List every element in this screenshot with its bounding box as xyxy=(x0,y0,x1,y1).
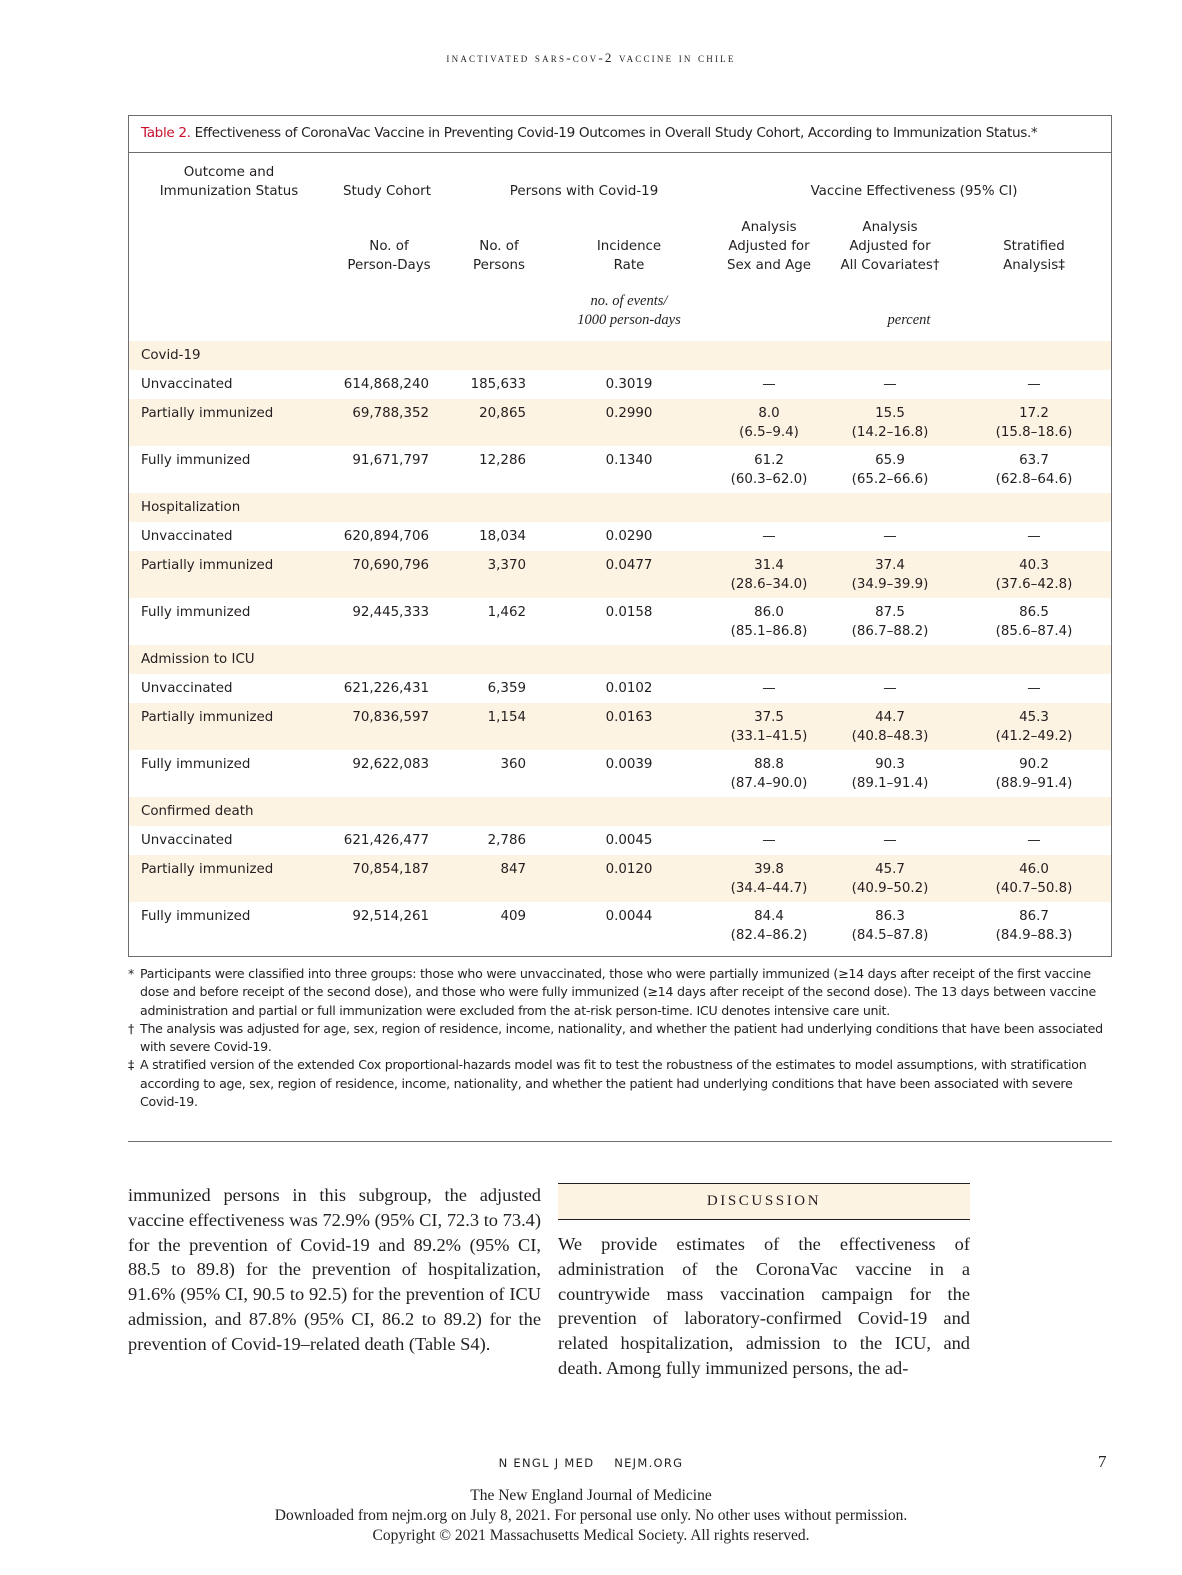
header-incidence-unit: no. of events/ 1000 person-days xyxy=(577,293,681,328)
cell-rate: 0.0039 xyxy=(605,757,653,772)
cell-ve3: 46.0 xyxy=(1019,862,1049,877)
cell-ve1: 39.8 xyxy=(754,862,784,877)
cell-ve2: 87.5 xyxy=(875,605,905,620)
cell-ve3: — xyxy=(1027,681,1041,696)
cell-ve3: — xyxy=(1027,529,1041,544)
cell-ve3: 63.7 xyxy=(1019,453,1049,468)
cell-persons: 3,370 xyxy=(487,558,526,573)
group-band xyxy=(129,645,1111,674)
body-text-right-column: We provide estimates of the effectiveness of administration of the CoronaVac vaccine in a countrywide mass vaccination campaign for the prevention of laboratory-confirmed Covid-19 and related hospitalization, admission to the ICU, and death. Among fully immunized persons, the ad- xyxy=(558,1234,970,1378)
cell-ve1: — xyxy=(762,681,776,696)
cell-rate: 0.2990 xyxy=(605,406,653,421)
group-title: Covid-19 xyxy=(141,348,201,363)
cell-ci1: (60.3–62.0) xyxy=(730,472,808,487)
cell-ve2: 45.7 xyxy=(875,862,905,877)
header-stratified: Stratified Analysis‡ xyxy=(1003,239,1065,273)
footer-journal-abbrev: N ENGL J MED xyxy=(498,1456,595,1470)
cell-ve1: 88.8 xyxy=(754,757,784,772)
page-number: 7 xyxy=(1098,1452,1107,1471)
cell-ci3: (15.8–18.6) xyxy=(995,425,1073,440)
group-title: Hospitalization xyxy=(141,500,241,515)
cell-status: Partially immunized xyxy=(141,558,274,573)
table-caption xyxy=(129,116,1111,153)
cell-rate: 0.0163 xyxy=(605,710,653,725)
header-adj-sex-age: Analysis Adjusted for Sex and Age xyxy=(726,220,812,273)
cell-ve1: 86.0 xyxy=(754,605,784,620)
cell-status: Unvaccinated xyxy=(141,529,233,544)
cell-person-days: 92,445,333 xyxy=(352,605,429,620)
cell-ve3: 90.2 xyxy=(1019,757,1049,772)
cell-ci3: (37.6–42.8) xyxy=(995,577,1073,592)
header-persons: No. of Persons xyxy=(473,239,525,273)
header-outcome: Outcome and Immunization Status xyxy=(159,165,299,199)
results-table xyxy=(128,115,1112,957)
cell-person-days: 92,514,261 xyxy=(352,909,429,924)
cell-rate: 0.0477 xyxy=(605,558,653,573)
cell-persons: 6,359 xyxy=(487,681,526,696)
cell-ve3: 86.7 xyxy=(1019,909,1049,924)
footnote-3: ‡ A stratified version of the extended Cox proportional-hazards model was fit to test the robustness of the estimates to model assumptions, with stratification according to age, sex, region of residence, income, nationality, and whether the patient had underlying conditions that have been associated with severe Covid-19. xyxy=(128,1057,1087,1110)
cell-status: Unvaccinated xyxy=(141,681,233,696)
footer-site: NEJM.ORG xyxy=(614,1456,684,1470)
cell-status: Unvaccinated xyxy=(141,833,233,848)
body-text-left-column: immunized persons in this subgroup, the adjusted vaccine effectiveness was 72.9% (95% CI, 72.3 to 73.4) for the prevention of Covid-19 and 89.2% (95% CI, 88.5 to 89.8) for the prevention of hospitalization, 91.6% (95% CI, 90.5 to 92.5) for the prevention of ICU admission, and 87.8% (95% CI, 86.2 to 89.2) for the prevention of Covid-19–related death (Table S4). xyxy=(128,1185,541,1354)
cell-ve1: 84.4 xyxy=(754,909,784,924)
cell-ci1: (82.4–86.2) xyxy=(730,928,808,943)
cell-persons: 1,154 xyxy=(487,710,526,725)
cell-persons: 847 xyxy=(500,862,526,877)
cell-rate: 0.0102 xyxy=(605,681,653,696)
cell-ve1: 8.0 xyxy=(758,406,780,421)
cell-ve2: 44.7 xyxy=(875,710,905,725)
cell-persons: 1,462 xyxy=(487,605,526,620)
footnote-rule xyxy=(128,1141,1112,1142)
cell-ci3: (41.2–49.2) xyxy=(995,729,1073,744)
cell-ci2: (65.2–66.6) xyxy=(851,472,929,487)
cell-ci3: (62.8–64.6) xyxy=(995,472,1073,487)
cell-ve3: 45.3 xyxy=(1019,710,1049,725)
cell-ve2: — xyxy=(883,529,897,544)
footer-download-note: Downloaded from nejm.org on July 8, 2021. For personal use only. No other uses without permission. xyxy=(274,1507,908,1524)
cell-status: Fully immunized xyxy=(141,757,251,772)
running-head: inactivated sars-cov-2 vaccine in chile xyxy=(446,50,736,65)
cell-ci1: (85.1–86.8) xyxy=(730,624,808,639)
cell-rate: 0.0158 xyxy=(605,605,653,620)
cell-rate: 0.1340 xyxy=(605,453,653,468)
footer-copyright: Copyright © 2021 Massachusetts Medical Society. All rights reserved. xyxy=(372,1527,810,1544)
cell-ve1: 61.2 xyxy=(754,453,784,468)
cell-ci2: (89.1–91.4) xyxy=(851,776,929,791)
header-incidence: Incidence Rate xyxy=(596,239,662,273)
header-persons-with-covid: Persons with Covid-19 xyxy=(509,184,659,199)
group-band xyxy=(129,493,1111,522)
cell-ve3: — xyxy=(1027,377,1041,392)
cell-status: Partially immunized xyxy=(141,406,274,421)
cell-ve1: 31.4 xyxy=(754,558,784,573)
cell-person-days: 621,426,477 xyxy=(343,833,429,848)
header-person-days: No. of Person-Days xyxy=(347,239,431,273)
cell-persons: 20,865 xyxy=(479,406,526,421)
cell-ve1: — xyxy=(762,833,776,848)
cell-rate: 0.0045 xyxy=(605,833,653,848)
cell-ve2: 15.5 xyxy=(875,406,905,421)
cell-ve2: — xyxy=(883,833,897,848)
cell-ci2: (86.7–88.2) xyxy=(851,624,929,639)
cell-rate: 0.0120 xyxy=(605,862,653,877)
cell-person-days: 69,788,352 xyxy=(352,406,429,421)
cell-ci1: (33.1–41.5) xyxy=(730,729,808,744)
group-band xyxy=(129,341,1111,370)
cell-ve2: — xyxy=(883,377,897,392)
cell-person-days: 620,894,706 xyxy=(343,529,429,544)
cell-status: Fully immunized xyxy=(141,605,251,620)
cell-ve2: 65.9 xyxy=(875,453,905,468)
cell-ci2: (34.9–39.9) xyxy=(851,577,929,592)
cell-ci2: (14.2–16.8) xyxy=(851,425,929,440)
cell-persons: 185,633 xyxy=(470,377,526,392)
cell-status: Partially immunized xyxy=(141,862,274,877)
cell-ci2: (40.9–50.2) xyxy=(851,881,929,896)
cell-ci3: (84.9–88.3) xyxy=(995,928,1073,943)
cell-ve2: — xyxy=(883,681,897,696)
group-band xyxy=(129,797,1111,826)
cell-person-days: 70,854,187 xyxy=(352,862,429,877)
cell-persons: 409 xyxy=(500,909,526,924)
cell-ve1: — xyxy=(762,377,776,392)
cell-rate: 0.0044 xyxy=(605,909,653,924)
group-title: Confirmed death xyxy=(141,804,254,819)
table-caption-text: Effectiveness of CoronaVac Vaccine in Preventing Covid-19 Outcomes in Overall Study Cohort, According to Immunization Status.* xyxy=(194,125,1038,141)
cell-person-days: 70,836,597 xyxy=(352,710,429,725)
cell-person-days: 91,671,797 xyxy=(352,453,429,468)
cell-ve2: 86.3 xyxy=(875,909,905,924)
cell-ci1: (6.5–9.4) xyxy=(739,425,799,440)
cell-ve1: — xyxy=(762,529,776,544)
cell-ve2: 37.4 xyxy=(875,558,905,573)
cell-ve3: 17.2 xyxy=(1019,406,1049,421)
table-footnotes xyxy=(128,965,1112,1111)
cell-persons: 18,034 xyxy=(479,529,526,544)
group-title: Admission to ICU xyxy=(141,652,255,667)
cell-ve3: 40.3 xyxy=(1019,558,1049,573)
header-adj-all: Analysis Adjusted for All Covariates† xyxy=(840,220,940,273)
cell-status: Partially immunized xyxy=(141,710,274,725)
cell-persons: 12,286 xyxy=(479,453,526,468)
cell-ci1: (34.4–44.7) xyxy=(730,881,808,896)
cell-person-days: 70,690,796 xyxy=(352,558,429,573)
header-study-cohort: Study Cohort xyxy=(343,184,431,199)
cell-ci3: (40.7–50.8) xyxy=(995,881,1073,896)
cell-status: Unvaccinated xyxy=(141,377,233,392)
cell-ve3: — xyxy=(1027,833,1041,848)
cell-ve3: 86.5 xyxy=(1019,605,1049,620)
footer-journal xyxy=(0,1456,1182,1470)
header-vaccine-effectiveness: Vaccine Effectiveness (95% CI) xyxy=(810,184,1018,199)
cell-status: Fully immunized xyxy=(141,453,251,468)
cell-persons: 360 xyxy=(500,757,526,772)
cell-ci1: (28.6–34.0) xyxy=(730,577,808,592)
cell-person-days: 621,226,431 xyxy=(343,681,429,696)
cell-status: Fully immunized xyxy=(141,909,251,924)
cell-ci1: (87.4–90.0) xyxy=(730,776,808,791)
cell-ci2: (84.5–87.8) xyxy=(851,928,929,943)
cell-person-days: 614,868,240 xyxy=(343,377,429,392)
footer-journal-name: The New England Journal of Medicine xyxy=(470,1487,712,1504)
cell-ci3: (85.6–87.4) xyxy=(995,624,1073,639)
cell-persons: 2,786 xyxy=(487,833,526,848)
cell-rate: 0.0290 xyxy=(605,529,653,544)
table-label: Table 2. xyxy=(141,125,191,141)
cell-ve2: 90.3 xyxy=(875,757,905,772)
cell-ve1: 37.5 xyxy=(754,710,784,725)
header-percent-unit: percent xyxy=(887,312,931,328)
cell-rate: 0.3019 xyxy=(605,377,653,392)
cell-person-days: 92,622,083 xyxy=(352,757,429,772)
cell-ci2: (40.8–48.3) xyxy=(851,729,929,744)
discussion-heading: DISCUSSION xyxy=(558,1183,970,1220)
cell-ci3: (88.9–91.4) xyxy=(995,776,1073,791)
footnote-1: * Participants were classified into three groups: those who were unvaccinated, those who were partially immunized (≥14 days after receipt of the first vaccine dose and before receipt of the second dose), and those who were fully immunized (≥14 days after receipt of the second dose). The 13 days between vaccine administration and partial or full immunization were excluded from the at-risk person-time. ICU denotes intensive care unit. xyxy=(128,966,1097,1018)
footnote-2: † The analysis was adjusted for age, sex, region of residence, income, nationality, and whether the patient had underlying conditions that have been associated with severe Covid-19. xyxy=(128,1020,1103,1055)
